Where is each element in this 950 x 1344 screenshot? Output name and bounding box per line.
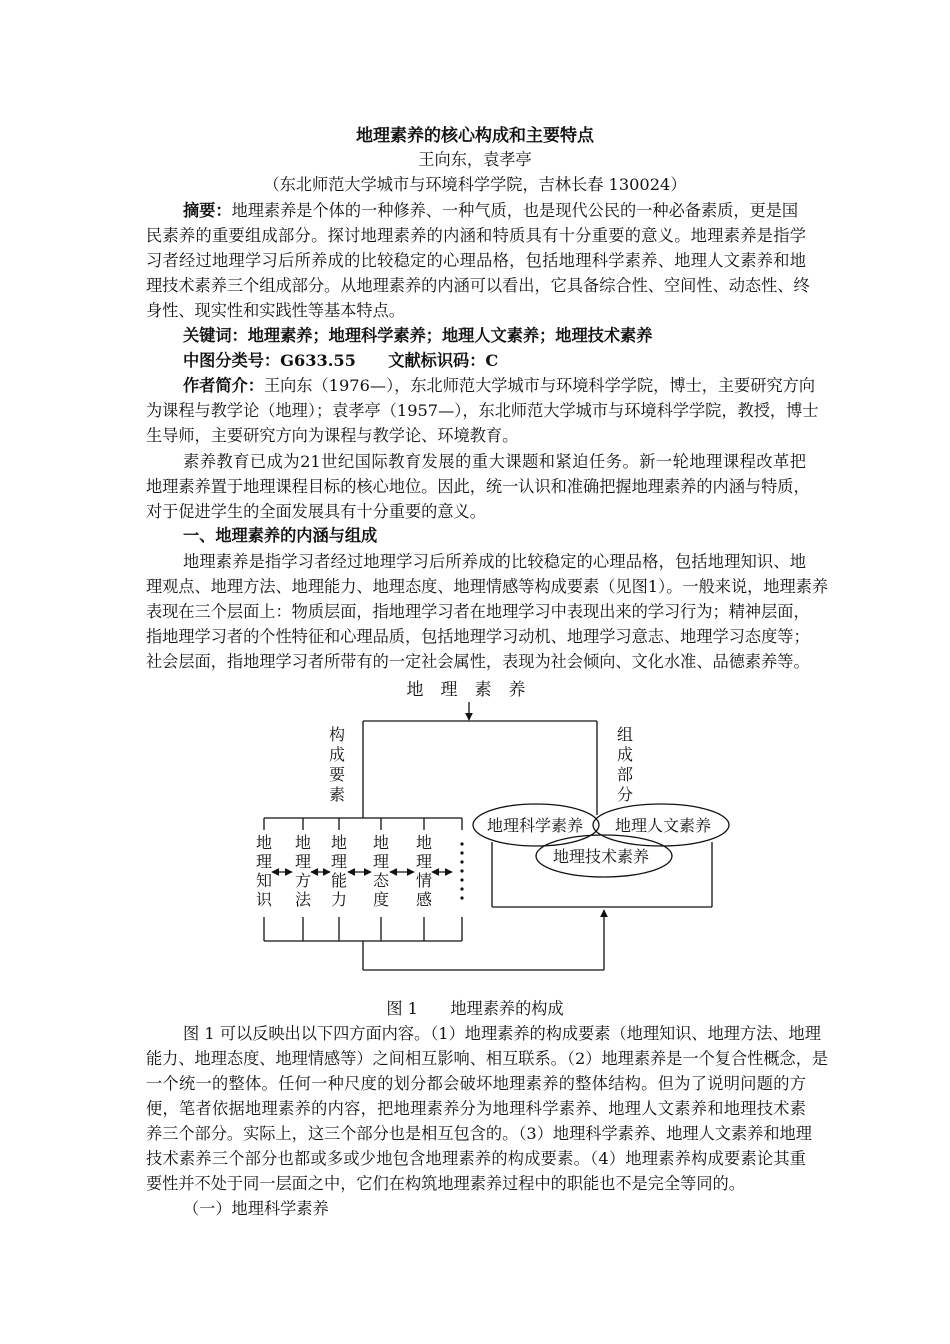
- element-char: 知: [255, 871, 273, 890]
- intro-line: 地理素养置于地理课程目标的核心地位。因此，统一认识和准确把握地理素养的内涵与特质，: [146, 477, 810, 496]
- intro-line: 素养教育已成为21世纪国际教育发展的重大课题和紧迫任务。新一轮地理课程改革把: [183, 452, 806, 471]
- figure-text-line: 一个统一的整体。任何一种尺度的划分都会破坏地理素养的整体结构。但为了说明问题的方: [146, 1074, 806, 1093]
- author-intro-line: 为课程与教学论（地理）；袁孝亭（1957—），东北师范大学城市与环境科学学院，教授，博士: [146, 401, 819, 420]
- figure-text-line: 技术素养三个部分也都或多或少地包含地理素养的构成要素。（4）地理素养构成要素论其重: [146, 1149, 806, 1168]
- element-char: 法: [294, 890, 312, 909]
- paper-affiliation: （东北师范大学城市与环境科学学院，吉林长春 130024）: [263, 175, 687, 194]
- element-char: 理: [415, 852, 433, 871]
- section-heading: 一、地理素养的内涵与组成: [183, 526, 378, 545]
- label-geo-humanities-literacy: 地理人文素养: [614, 816, 712, 835]
- abstract-line: 身性、现实性和实践性等基本特点。: [146, 301, 405, 320]
- abstract-line: 理技术素养三个组成部分。从地理素养的内涵可以看出，它具备综合性、空间性、动态性、终: [146, 276, 810, 295]
- element-geo-knowledge: [256, 833, 273, 909]
- figure-text-line: 养三个部分。实际上，这三个部分也是相互包含的。（3）地理科学素养、地理人文素养和地理: [146, 1124, 812, 1143]
- right-label-char: 分: [616, 785, 634, 804]
- element-char: 方: [294, 871, 312, 890]
- right-label-char: 成: [616, 745, 634, 764]
- subsection-heading: （一）地理科学素养: [183, 1199, 329, 1218]
- section1-line: 指地理学习者的个性特征和心理品质，包括地理学习动机、地理学习意志、地理学习态度等；: [146, 627, 810, 646]
- abstract-line: 习者经过地理学习后所养成的比较稳定的心理品格，包括地理科学素养、地理人文素养和地: [146, 251, 806, 270]
- intro-line: 对于促进学生的全面发展具有十分重要的意义。: [146, 502, 486, 521]
- abstract-label: 摘要：: [183, 201, 232, 220]
- label-geo-technology-literacy: 地理技术素养: [552, 847, 650, 866]
- element-columns: [256, 833, 432, 909]
- element-char: 理: [372, 852, 390, 871]
- label-geo-science-literacy: 地理科学素养: [486, 816, 584, 835]
- element-geo-method: [295, 833, 312, 909]
- element-char: 地: [294, 833, 312, 852]
- element-char: 力: [330, 890, 348, 909]
- paper-authors: 王向东，袁孝亭: [418, 150, 532, 169]
- component-ellipses: [473, 804, 729, 877]
- figure-text-line: 图 1 可以反映出以下四方面内容。（1）地理素养的构成要素（地理知识、地理方法、地理: [183, 1024, 821, 1043]
- element-char: 态: [372, 871, 390, 890]
- section1-line: 理观点、地理方法、地理能力、地理态度、地理情感等构成要素（见图1）。一般来说，地理素养: [146, 577, 829, 596]
- figure-text-line: 便，笔者依据地理素养的内容，把地理素养分为地理科学素养、地理人文素养和地理技术素: [146, 1099, 806, 1118]
- section1-line: 社会层面，指地理学习者所带有的一定社会属性，表现为社会倾向、文化水准、品德素养等。: [146, 652, 810, 671]
- section1-line: 表现在三个层面上：物质层面，指地理学习者在地理学习中表现出来的学习行为；精神层面，: [146, 602, 810, 621]
- keywords: 关键词：地理素养；地理科学素养；地理人文素养；地理技术素养: [183, 326, 653, 345]
- right-label-group: [617, 725, 633, 804]
- element-geo-ability: [331, 833, 347, 909]
- more-elements-dots: [460, 842, 463, 899]
- author-intro-text: 王向东（1976—），东北师范大学城市与环境科学学院，博士，主要研究方向: [263, 376, 816, 395]
- figure-text-line: 要性并不处于同一层面之中，它们在构筑地理素养过程中的职能也不是完全等同的。: [146, 1174, 745, 1193]
- left-label-char: 素: [328, 785, 346, 804]
- element-char: 感: [415, 890, 433, 909]
- element-char: 地: [255, 833, 273, 852]
- element-geo-emotion: [416, 833, 432, 909]
- element-char: 理: [294, 852, 312, 871]
- element-char: 地: [330, 833, 348, 852]
- paper-title: 地理素养的核心构成和主要特点: [356, 126, 594, 146]
- element-char: 地: [372, 833, 390, 852]
- section1-line: 地理素养是指学习者经过地理学习后所养成的比较稳定的心理品格，包括地理知识、地: [183, 552, 806, 571]
- figure-top-label: 地 理 素 养: [406, 680, 526, 700]
- element-char: 地: [415, 833, 433, 852]
- left-label-char: 构: [328, 725, 346, 744]
- element-char: 能: [330, 871, 348, 890]
- left-label-group: [329, 725, 345, 804]
- left-label-char: 成: [328, 745, 346, 764]
- element-char: 识: [255, 890, 273, 909]
- abstract-line: 民素养的重要组成部分。探讨地理素养的内涵和特质具有十分重要的意义。地理素养是指学: [146, 226, 806, 245]
- right-label-char: 部: [616, 765, 634, 784]
- classification: 中图分类号：G633.55 文献标识码：C: [183, 351, 499, 370]
- author-intro-line: 生导师，主要研究方向为课程与教学论、环境教育。: [146, 426, 519, 445]
- figure-caption: 图 1 地理素养的构成: [386, 999, 564, 1018]
- element-char: 理: [255, 852, 273, 871]
- figure-text-line: 能力、地理态度、地理情感等）之间相互影响、相互联系。（2）地理素养是一个复合性概念，是: [146, 1049, 829, 1068]
- right-label-char: 组: [616, 725, 634, 744]
- element-char: 理: [330, 852, 348, 871]
- abstract-text: 地理素养是个体的一种修养、一种气质，也是现代公民的一种必备素质，更是国: [231, 201, 799, 220]
- element-char: 情: [415, 871, 433, 890]
- left-label-char: 要: [328, 765, 346, 784]
- element-char: 度: [372, 890, 390, 909]
- author-intro-label: 作者简介：: [183, 376, 264, 395]
- element-geo-attitude: [373, 833, 390, 909]
